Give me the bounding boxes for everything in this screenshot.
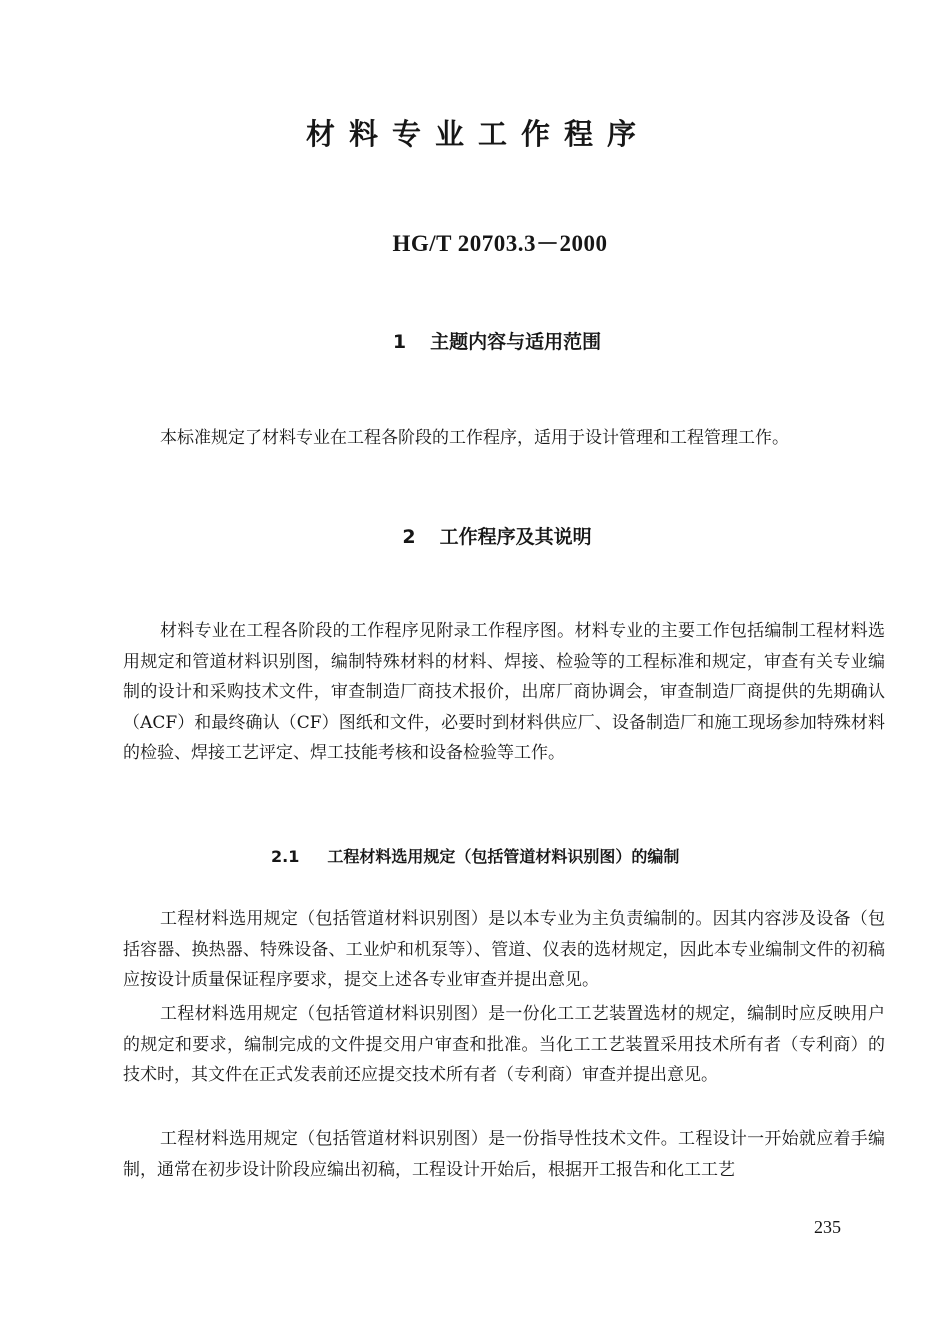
section-2-body: 材料专业在工程各阶段的工作程序见附录工作程序图。材料专业的主要工作包括编制工程材料选用规定和管道材料识别图，编制特殊材料的材料、焊接、检验等的工程标准和规定，审查有关专业编制的设计和采购技术文件，审查制造厂商技术报价，出席厂商协调会，审查制造厂商提供的先期确认（ACF）和最终确认（CF）图纸和文件，必要时到材料供应厂、设备制造厂和施工现场参加特殊材料的检验、焊接工艺评定、焊工技能考核和设备检验等工作。 xyxy=(123,621,885,763)
section-2-heading xyxy=(0,522,950,549)
page-number: 235 xyxy=(814,1217,841,1237)
section-2-1-title: 工程材料选用规定（包括管道材料识别图）的编制 xyxy=(327,847,680,866)
section-2-1-paragraph: 工程材料选用规定（包括管道材料识别图）是以本专业为主负责编制的。因其内容涉及设备（包括容器、换热器、特殊设备、工业炉和机泵等）、管道、仪表的选材规定，因此本专业编制文件的初稿应按设计质量保证程序要求，提交上述各专业审查并提出意见。 xyxy=(123,909,885,990)
standard-code: HG/T 20703.3－2000 xyxy=(392,231,608,256)
document-title: 材料专业工作程序 xyxy=(305,117,650,151)
section-1-body: 本标准规定了材料专业在工程各阶段的工作程序，适用于设计管理和工程管理工作。 xyxy=(160,428,789,448)
section-2-1-number: 2.1 xyxy=(271,847,300,866)
section-1-heading xyxy=(0,327,950,354)
section-1-number: 1 xyxy=(392,331,407,353)
section-2-1-heading xyxy=(271,844,679,867)
section-2-1-paragraph: 工程材料选用规定（包括管道材料识别图）是一份化工工艺装置选材的规定，编制时应反映用户的规定和要求，编制完成的文件提交用户审查和批准。当化工工艺装置采用技术所有者（专利商）的技术时，其文件在正式发表前还应提交技术所有者（专利商）审查并提出意见。 xyxy=(123,1004,885,1085)
section-1-title: 主题内容与适用范围 xyxy=(430,331,602,353)
section-2-title: 工作程序及其说明 xyxy=(439,526,592,548)
section-2-1-paragraph: 工程材料选用规定（包括管道材料识别图）是一份指导性技术文件。工程设计一开始就应着手编制，通常在初步设计阶段应编出初稿，工程设计开始后，根据开工报告和化工工艺 xyxy=(123,1129,885,1180)
section-2-number: 2 xyxy=(402,526,416,548)
